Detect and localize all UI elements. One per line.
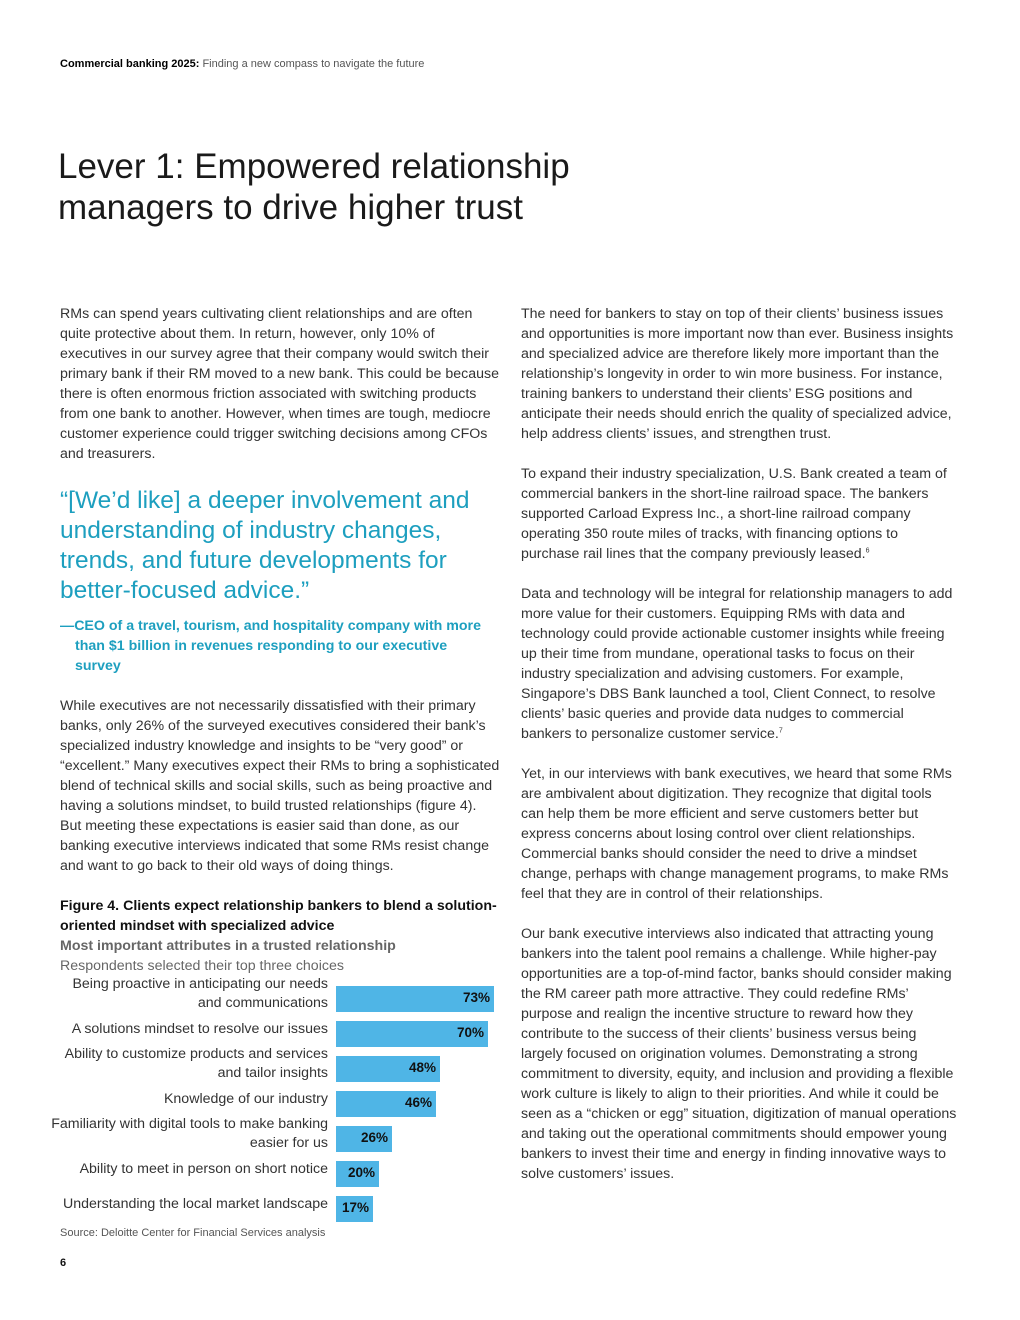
chart-row	[60, 1151, 500, 1187]
header-subtitle: Finding a new compass to navigate the future	[202, 58, 425, 70]
right-column	[521, 304, 957, 1204]
right-paragraph-3-text: Data and technology will be integral for relationship managers to add more value for their customers. Equipping RMs with data and technology could provide actionable customer insights while freeing up their time from mundane, operational tasks to focus on their industry specialization and advising customers. For example, Singapore’s DBS Bank launched a tool, Client Connect, to resolve clients’ basic queries and provide data nudges to commercial bankers to personalize customer service.	[521, 586, 953, 742]
right-paragraph-5: Our bank executive interviews also indicated that attracting young bankers into the talent pool remains a challenge. While higher-pay opportunities are a top-of-mind factor, banks should consider making the RM career path more attractive. They could redefine RMs’ purpose and realign the incentive structure to reward how they contribute to the success of their clients’ business versus being largely focused on origination volumes. Demonstrating a strong commitment to diversity, equity, and inclusion and providing a flexible work culture is likely to align to their priorities. And while it could be seen as a “chicken or egg” situation, digitization of manual operations and taking out the operational commitments should empower young bankers to invest their time and energy in finding innovative ways to solve customers’ issues.	[521, 926, 957, 1182]
bar-chart	[51, 972, 500, 1222]
quote-attribution: —CEO of a travel, tourism, and hospitality company with more than $1 billion in revenues responding to our executive survey	[60, 618, 481, 674]
right-paragraph-2-text: To expand their industry specialization, U.S. Bank created a team of commercial bankers in the short-line railroad space. The bankers supported Carload Express Inc., a short-line railroad company operating 350 route miles of tracks, with financing options to purchase rail lines that the company previously leased.	[521, 466, 947, 562]
figure-title: Figure 4. Clients expect relationship bankers to blend a solution-oriented mindset with specialized advice	[60, 898, 497, 934]
chart-category-label: Being proactive in anticipating our needs and communications	[72, 976, 328, 1011]
right-paragraph-3	[521, 584, 957, 744]
chart-category-label: Knowledge of our industry	[163, 1090, 328, 1107]
footnote-ref-6: 6	[865, 547, 870, 555]
right-paragraph-4: Yet, in our interviews with bank executives, we heard that some RMs are ambivalent about digitization. They recognize that digital tools can help them be more efficient and serve customers better but express concerns about losing control over client relationships. Commercial banks should consider the need to drive a mindset change, perhaps with change management programs, to make RMs feel that they are in control of their relationships.	[521, 766, 952, 902]
figure-note: Respondents selected their top three choices	[60, 958, 344, 974]
page-title: Lever 1: Empowered relationship managers to drive higher trust	[58, 147, 570, 227]
chart-bar	[336, 1126, 392, 1152]
chart-bar	[336, 986, 494, 1012]
running-header	[60, 58, 424, 70]
chart-bar	[336, 1091, 436, 1117]
chart-category-label: A solutions mindset to resolve our issues	[71, 1020, 328, 1037]
chart-row	[60, 1046, 500, 1082]
chart-category-label: Ability to meet in person on short notice	[79, 1160, 328, 1177]
pull-quote: “[We’d like] a deeper involvement and understanding of industry changes, trends, and future developments for better-focused advice.”	[60, 487, 470, 604]
left-column	[60, 304, 500, 976]
chart-category-label: Understanding the local market landscape	[63, 1195, 328, 1212]
chart-value-label: 70%	[456, 1025, 484, 1040]
right-paragraph-2	[521, 464, 957, 564]
page-number: 6	[60, 1257, 67, 1269]
chart-category-label: Familiarity with digital tools to make banking easier for us	[51, 1116, 328, 1151]
header-bold: Commercial banking 2025:	[60, 58, 200, 70]
chart-bar	[336, 1161, 379, 1187]
chart-value-label: 17%	[341, 1200, 369, 1215]
chart-value-label: 48%	[408, 1060, 436, 1075]
right-paragraph-1: The need for bankers to stay on top of their clients’ business issues and opportunities is more important now than ever. Business insights and specialized advice are therefore likely more important than the relationship’s longevity in order to win more business. For instance, training bankers to understand their clients’ ESG positions and anticipate their needs should enrich the quality of specialized advice, help address clients’ issues, and strengthen trust.	[521, 306, 954, 442]
figure-subtitle: Most important attributes in a trusted relationship	[60, 938, 396, 954]
left-paragraph-1: RMs can spend years cultivating client relationships and are often quite protective about them. In return, however, only 10% of executives in our survey agree that their company would switch their primary bank if their RM moved to a new bank. This could be because there is often enormous friction associated with switching products from one bank to another. However, when times are tough, mediocre customer experience could trigger switching decisions among CFOs and treasurers.	[60, 306, 499, 462]
left-paragraph-2: While executives are not necessarily dissatisfied with their primary banks, only 26% of the surveyed executives considered their bank’s specialized industry knowledge and insights to be “very good” or “excellent.” Many executives expect their RMs to bring a sophisticated blend of technical skills and social skills, such as being proactive and having a solutions mindset, to build trusted relationships (figure 4). But meeting these expectations is easier said than done, as our banking executive interviews indicated that some RMs resist change and want to go back to their old ways of doing things.	[60, 698, 500, 874]
chart-row	[60, 1186, 500, 1222]
chart-row	[51, 1116, 500, 1152]
chart-category-label: Ability to customize products and services and tailor insights	[64, 1046, 328, 1081]
chart-row	[60, 1011, 500, 1047]
chart-bar	[336, 1196, 373, 1222]
chart-row	[60, 1081, 500, 1117]
chart-bar	[336, 1056, 440, 1082]
chart-row	[60, 976, 500, 1012]
chart-value-label: 26%	[360, 1130, 388, 1145]
chart-value-label: 20%	[347, 1165, 375, 1180]
footnote-ref-7: 7	[778, 727, 783, 735]
chart-value-label: 46%	[404, 1095, 432, 1110]
chart-value-label: 73%	[462, 990, 490, 1005]
figure-source: Source: Deloitte Center for Financial Services analysis	[60, 1227, 326, 1239]
chart-bar	[336, 1021, 488, 1047]
